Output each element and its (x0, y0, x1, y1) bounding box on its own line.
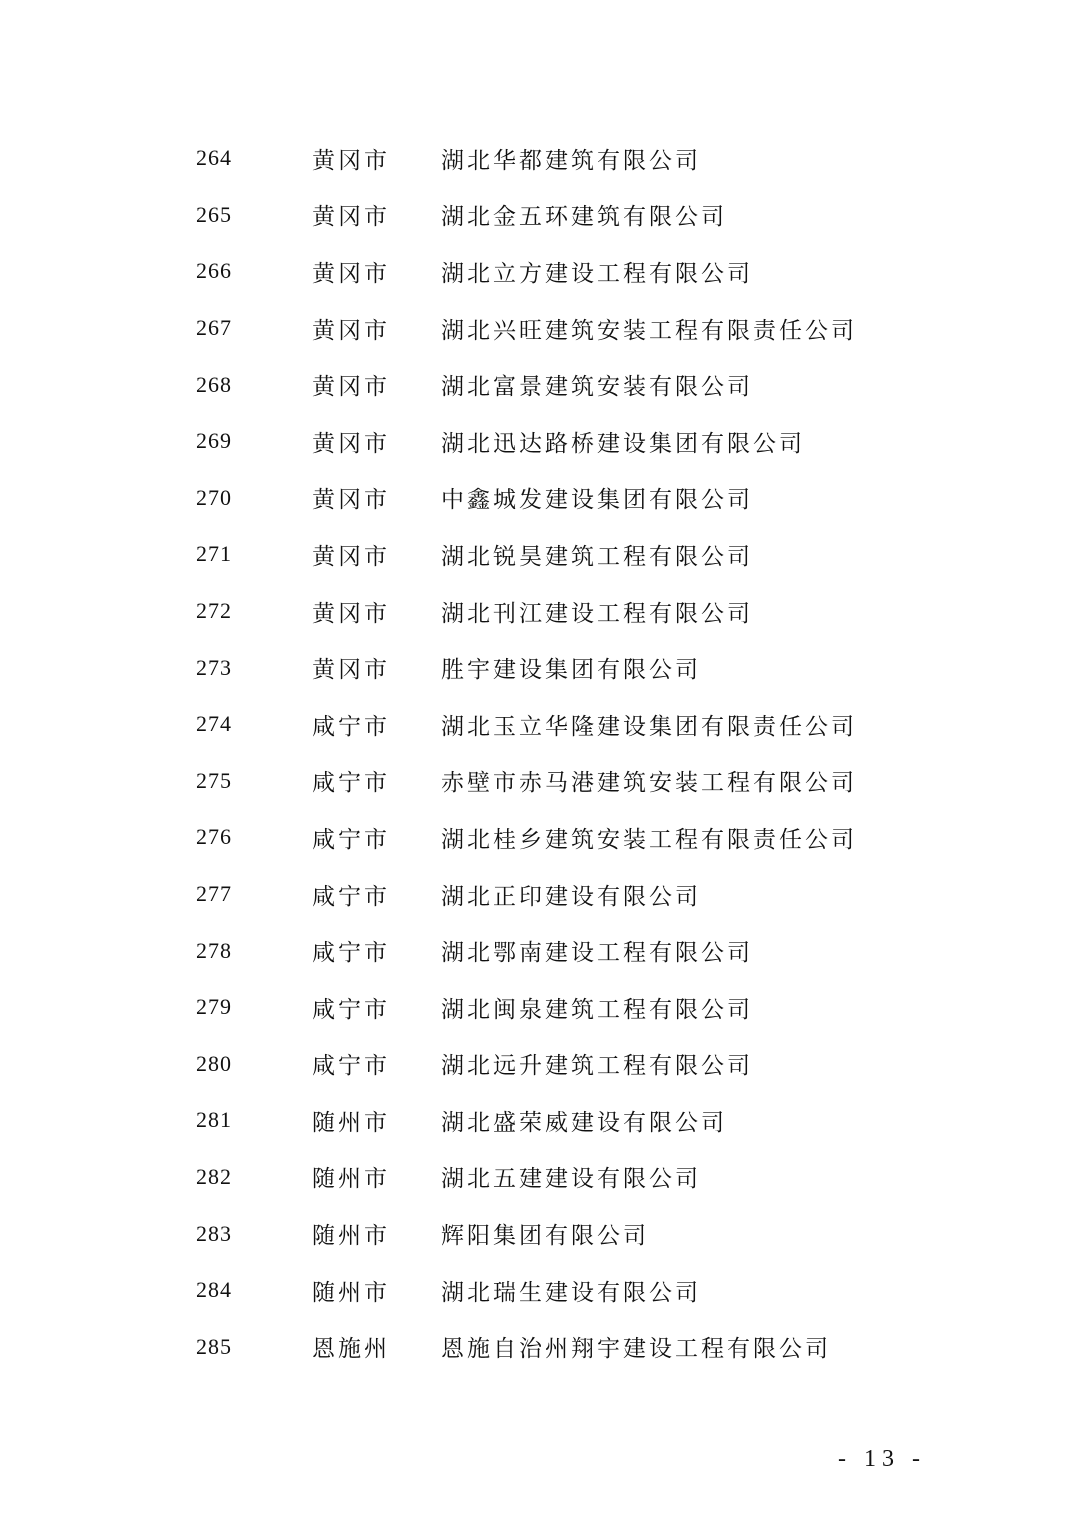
row-company: 赤壁市赤马港建筑安装工程有限公司 (441, 770, 857, 797)
list-row (0, 243, 1080, 300)
list-row (0, 866, 1080, 923)
row-company: 湖北立方建设工程有限公司 (441, 260, 753, 287)
row-company: 湖北闽泉建筑工程有限公司 (441, 996, 753, 1023)
list-row (0, 583, 1080, 640)
row-city: 咸宁市 (312, 996, 390, 1023)
list-row (0, 300, 1080, 357)
row-city: 咸宁市 (312, 1053, 390, 1080)
row-number: 271 (196, 541, 232, 567)
row-company: 湖北瑞生建设有限公司 (441, 1279, 701, 1306)
row-number: 284 (196, 1277, 232, 1303)
row-company: 湖北富景建筑安装有限公司 (441, 374, 753, 401)
row-city: 黄冈市 (312, 487, 390, 514)
list-row (0, 470, 1080, 527)
row-number: 280 (196, 1050, 232, 1076)
row-company: 湖北远升建筑工程有限公司 (441, 1053, 753, 1080)
row-number: 270 (196, 484, 232, 510)
row-number: 266 (196, 258, 232, 284)
row-number: 276 (196, 824, 232, 850)
row-city: 随州市 (312, 1223, 390, 1250)
row-company: 湖北正印建设有限公司 (441, 883, 701, 910)
row-company: 湖北金五环建筑有限公司 (441, 204, 727, 231)
row-city: 随州市 (312, 1109, 390, 1136)
row-city: 黄冈市 (312, 374, 390, 401)
row-number: 283 (196, 1220, 232, 1246)
list-row (0, 413, 1080, 470)
list-row (0, 753, 1080, 810)
list-row (0, 639, 1080, 696)
list-row (0, 130, 1080, 187)
row-number: 268 (196, 371, 232, 397)
row-number: 277 (196, 881, 232, 907)
row-number: 267 (196, 315, 232, 341)
list-row (0, 1092, 1080, 1149)
row-company: 湖北玉立华隆建设集团有限责任公司 (441, 713, 857, 740)
list-row (0, 1262, 1080, 1319)
row-city: 咸宁市 (312, 770, 390, 797)
row-city: 黄冈市 (312, 600, 390, 627)
list-row (0, 356, 1080, 413)
row-number: 282 (196, 1163, 232, 1189)
list-row (0, 922, 1080, 979)
list-row (0, 187, 1080, 244)
row-company: 湖北迅达路桥建设集团有限公司 (441, 430, 805, 457)
list-row (0, 1205, 1080, 1262)
row-number: 264 (196, 145, 232, 171)
row-city: 咸宁市 (312, 883, 390, 910)
row-city: 随州市 (312, 1279, 390, 1306)
row-company: 胜宇建设集团有限公司 (441, 657, 701, 684)
row-company: 恩施自治州翔宇建设工程有限公司 (441, 1336, 831, 1363)
row-company: 湖北华都建筑有限公司 (441, 147, 701, 174)
row-number: 272 (196, 598, 232, 624)
row-company: 中鑫城发建设集团有限公司 (441, 487, 753, 514)
company-list (0, 130, 1080, 1375)
row-number: 281 (196, 1107, 232, 1133)
row-company: 辉阳集团有限公司 (441, 1223, 649, 1250)
row-company: 湖北盛荣威建设有限公司 (441, 1109, 727, 1136)
row-city: 恩施州 (312, 1336, 390, 1363)
row-city: 黄冈市 (312, 260, 390, 287)
row-company: 湖北五建建设有限公司 (441, 1166, 701, 1193)
list-row (0, 1149, 1080, 1206)
row-city: 黄冈市 (312, 430, 390, 457)
row-city: 黄冈市 (312, 543, 390, 570)
list-row (0, 979, 1080, 1036)
row-city: 黄冈市 (312, 317, 390, 344)
row-city: 随州市 (312, 1166, 390, 1193)
list-row (0, 696, 1080, 753)
row-number: 278 (196, 937, 232, 963)
row-company: 湖北桂乡建筑安装工程有限责任公司 (441, 826, 857, 853)
row-company: 湖北鄂南建设工程有限公司 (441, 940, 753, 967)
row-company: 湖北刊江建设工程有限公司 (441, 600, 753, 627)
page-number: - 13 - (838, 1446, 926, 1472)
row-number: 279 (196, 994, 232, 1020)
row-number: 275 (196, 767, 232, 793)
list-row (0, 809, 1080, 866)
row-city: 咸宁市 (312, 940, 390, 967)
row-company: 湖北兴旺建筑安装工程有限责任公司 (441, 317, 857, 344)
list-row (0, 526, 1080, 583)
list-row (0, 1318, 1080, 1375)
row-number: 274 (196, 711, 232, 737)
list-row (0, 1036, 1080, 1093)
row-city: 咸宁市 (312, 826, 390, 853)
row-company: 湖北锐昊建筑工程有限公司 (441, 543, 753, 570)
row-number: 273 (196, 654, 232, 680)
row-number: 285 (196, 1333, 232, 1359)
row-number: 265 (196, 201, 232, 227)
row-city: 咸宁市 (312, 713, 390, 740)
row-number: 269 (196, 428, 232, 454)
row-city: 黄冈市 (312, 147, 390, 174)
row-city: 黄冈市 (312, 204, 390, 231)
row-city: 黄冈市 (312, 657, 390, 684)
